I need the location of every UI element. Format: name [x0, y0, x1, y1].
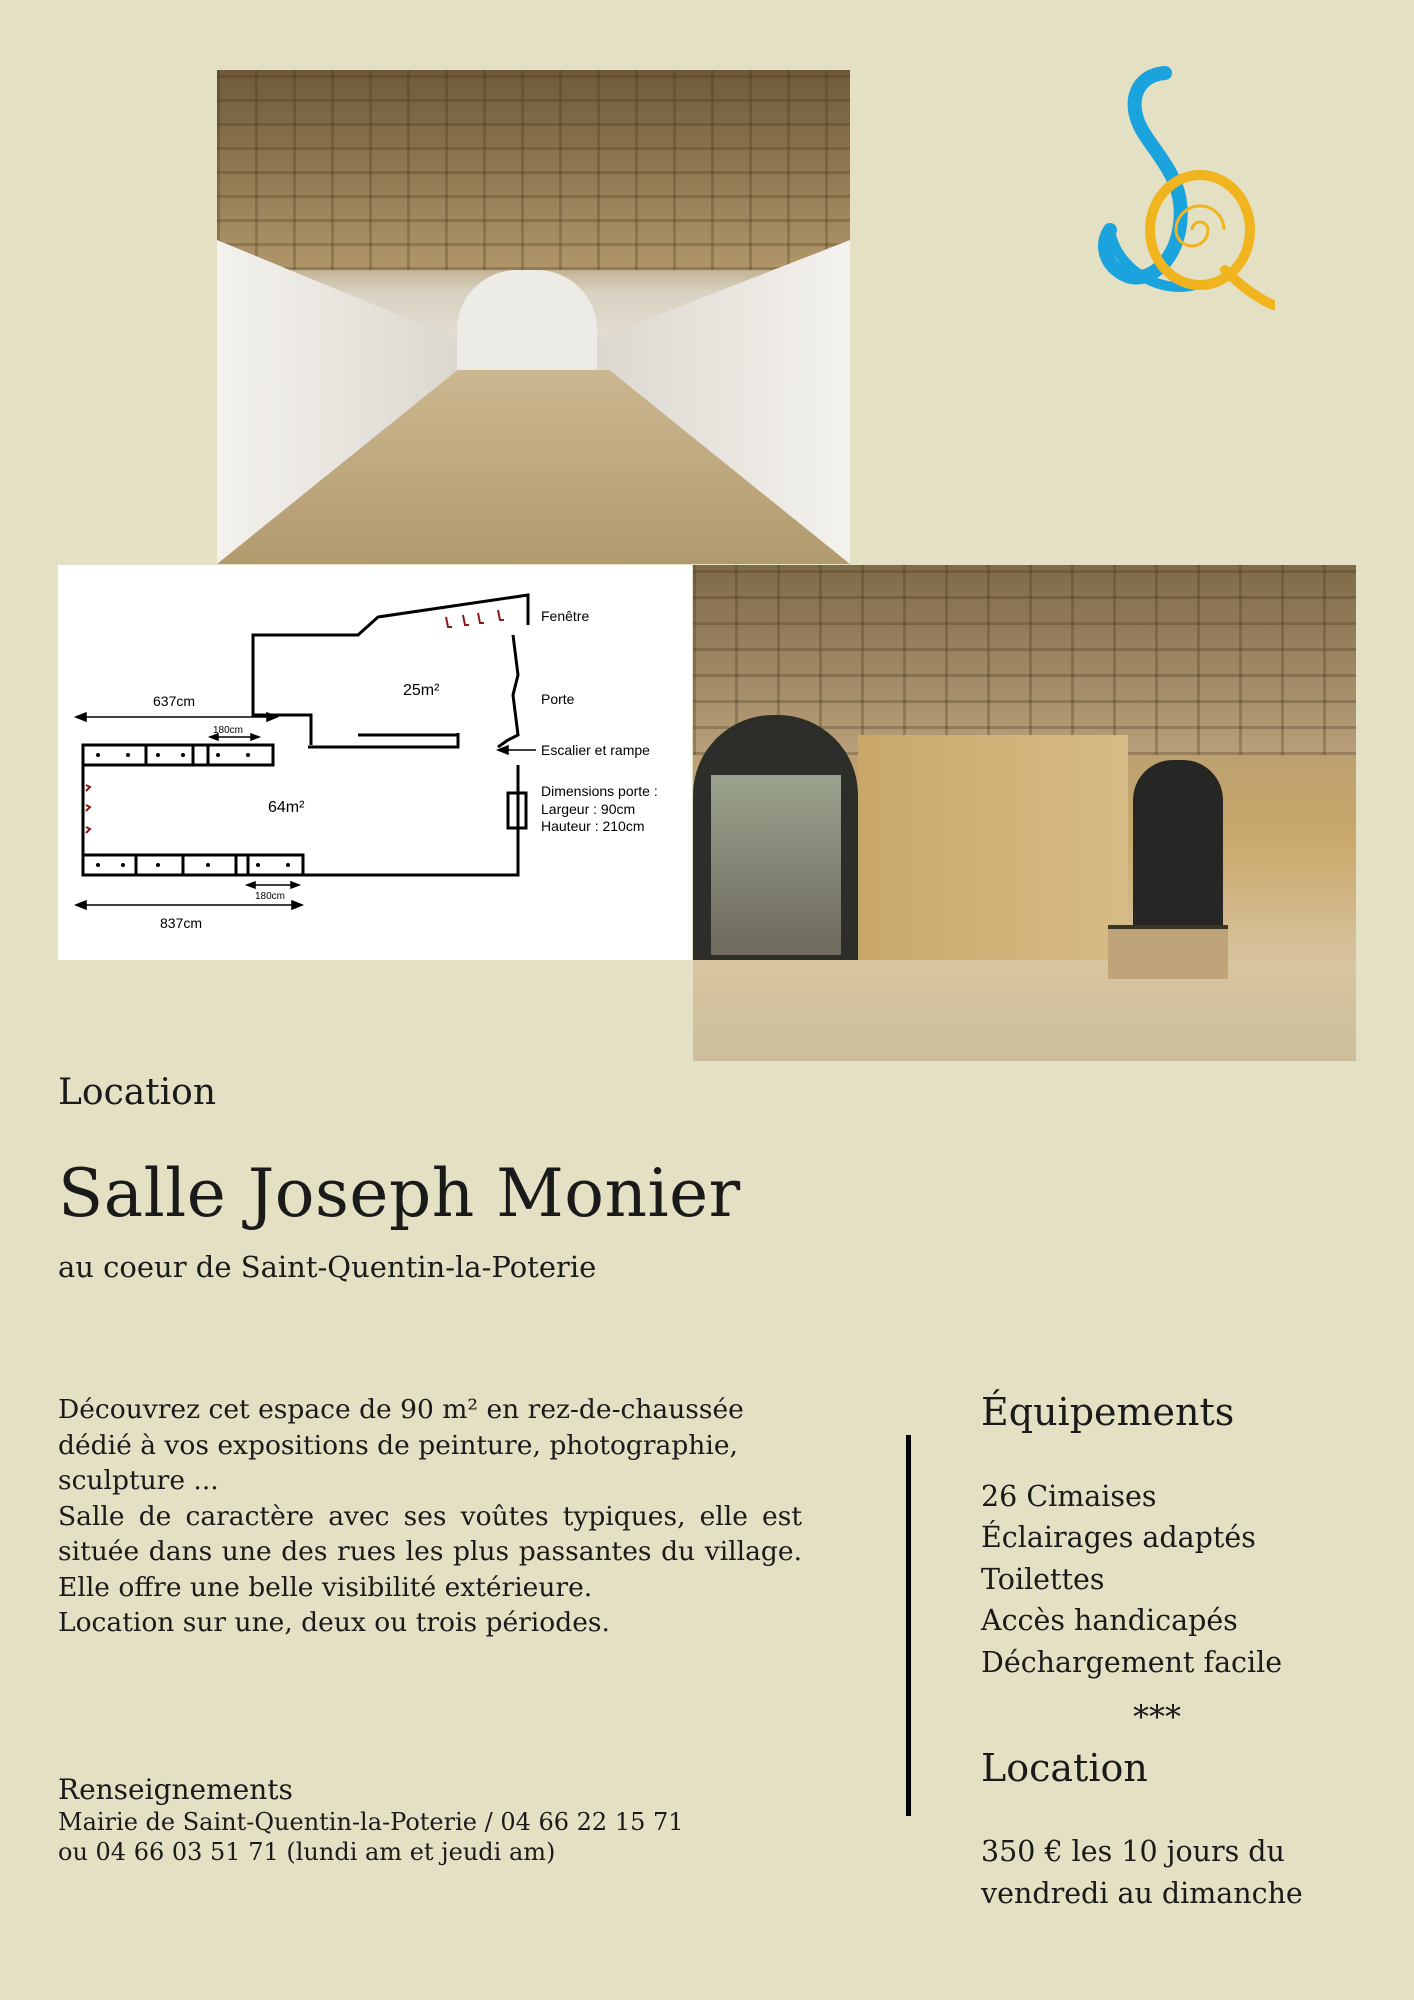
equipment-list — [981, 1476, 1282, 1683]
equipment-item: 26 Cimaises — [981, 1480, 1157, 1513]
description-line: Elle offre une belle visibilité extérieure. — [58, 1571, 593, 1603]
dim-bottom-total: 837cm — [160, 915, 203, 931]
description-line: dédié à vos expositions de peinture, photographie, — [58, 1429, 738, 1461]
label-door: Porte — [541, 691, 575, 707]
area-small: 25m² — [403, 682, 440, 699]
equipment-item: Toilettes — [981, 1562, 1105, 1596]
info-contact-line: ou 04 66 03 51 71 (lundi am et jeudi am) — [58, 1838, 556, 1866]
description-line: Découvrez cet espace de 90 m² en rez-de-chaussée — [58, 1394, 744, 1425]
equipment-item: Éclairages adaptés — [981, 1521, 1256, 1555]
area-large: 64m² — [268, 799, 305, 816]
rental-title: Location — [981, 1746, 1148, 1790]
dim-top-total: 637cm — [153, 693, 196, 709]
label-stairs: Escalier et rampe — [541, 742, 650, 758]
label-window: Fenêtre — [541, 608, 590, 624]
rental-price-line: 350 € les 10 jours du — [981, 1835, 1285, 1868]
info-contact-line: Mairie de Saint-Quentin-la-Poterie / 04 66 22 15 71 — [58, 1808, 684, 1836]
rental-price-line: vendredi au dimanche — [981, 1877, 1303, 1910]
label-door-dims-title: Dimensions porte : — [541, 783, 658, 799]
gallery-photo-vaulted-corridor — [217, 70, 850, 564]
description-line: située dans une des rues les plus passantes du village. — [58, 1536, 802, 1567]
equipment-item: Déchargement facile — [981, 1645, 1283, 1679]
label-door-height: Hauteur : 210cm — [541, 818, 645, 834]
equipment-title: Équipements — [981, 1390, 1235, 1434]
description — [58, 1392, 802, 1641]
info-title: Renseignements — [58, 1773, 293, 1806]
label-door-width: Largeur : 90cm — [541, 801, 636, 817]
dim-bottom-segment: 180cm — [255, 891, 286, 902]
separator-stars: *** — [1133, 1698, 1181, 1736]
description-line: Location sur une, deux ou trois périodes. — [58, 1607, 610, 1638]
gallery-photo-stone-room — [693, 565, 1356, 1061]
floor-plan — [58, 565, 692, 960]
dim-top-segment: 180cm — [213, 725, 244, 736]
page-title: Salle Joseph Monier — [58, 1155, 741, 1232]
description-line: sculpture ... — [58, 1465, 219, 1496]
vertical-divider — [906, 1435, 911, 1816]
equipment-item: Accès handicapés — [981, 1604, 1238, 1638]
logo-sq-monogram — [1085, 65, 1275, 315]
page-subtitle: au coeur de Saint-Quentin-la-Poterie — [58, 1250, 597, 1284]
kicker-label: Location — [58, 1072, 217, 1113]
description-line: Salle de caractère avec ses voûtes typiques, elle est — [58, 1500, 802, 1532]
